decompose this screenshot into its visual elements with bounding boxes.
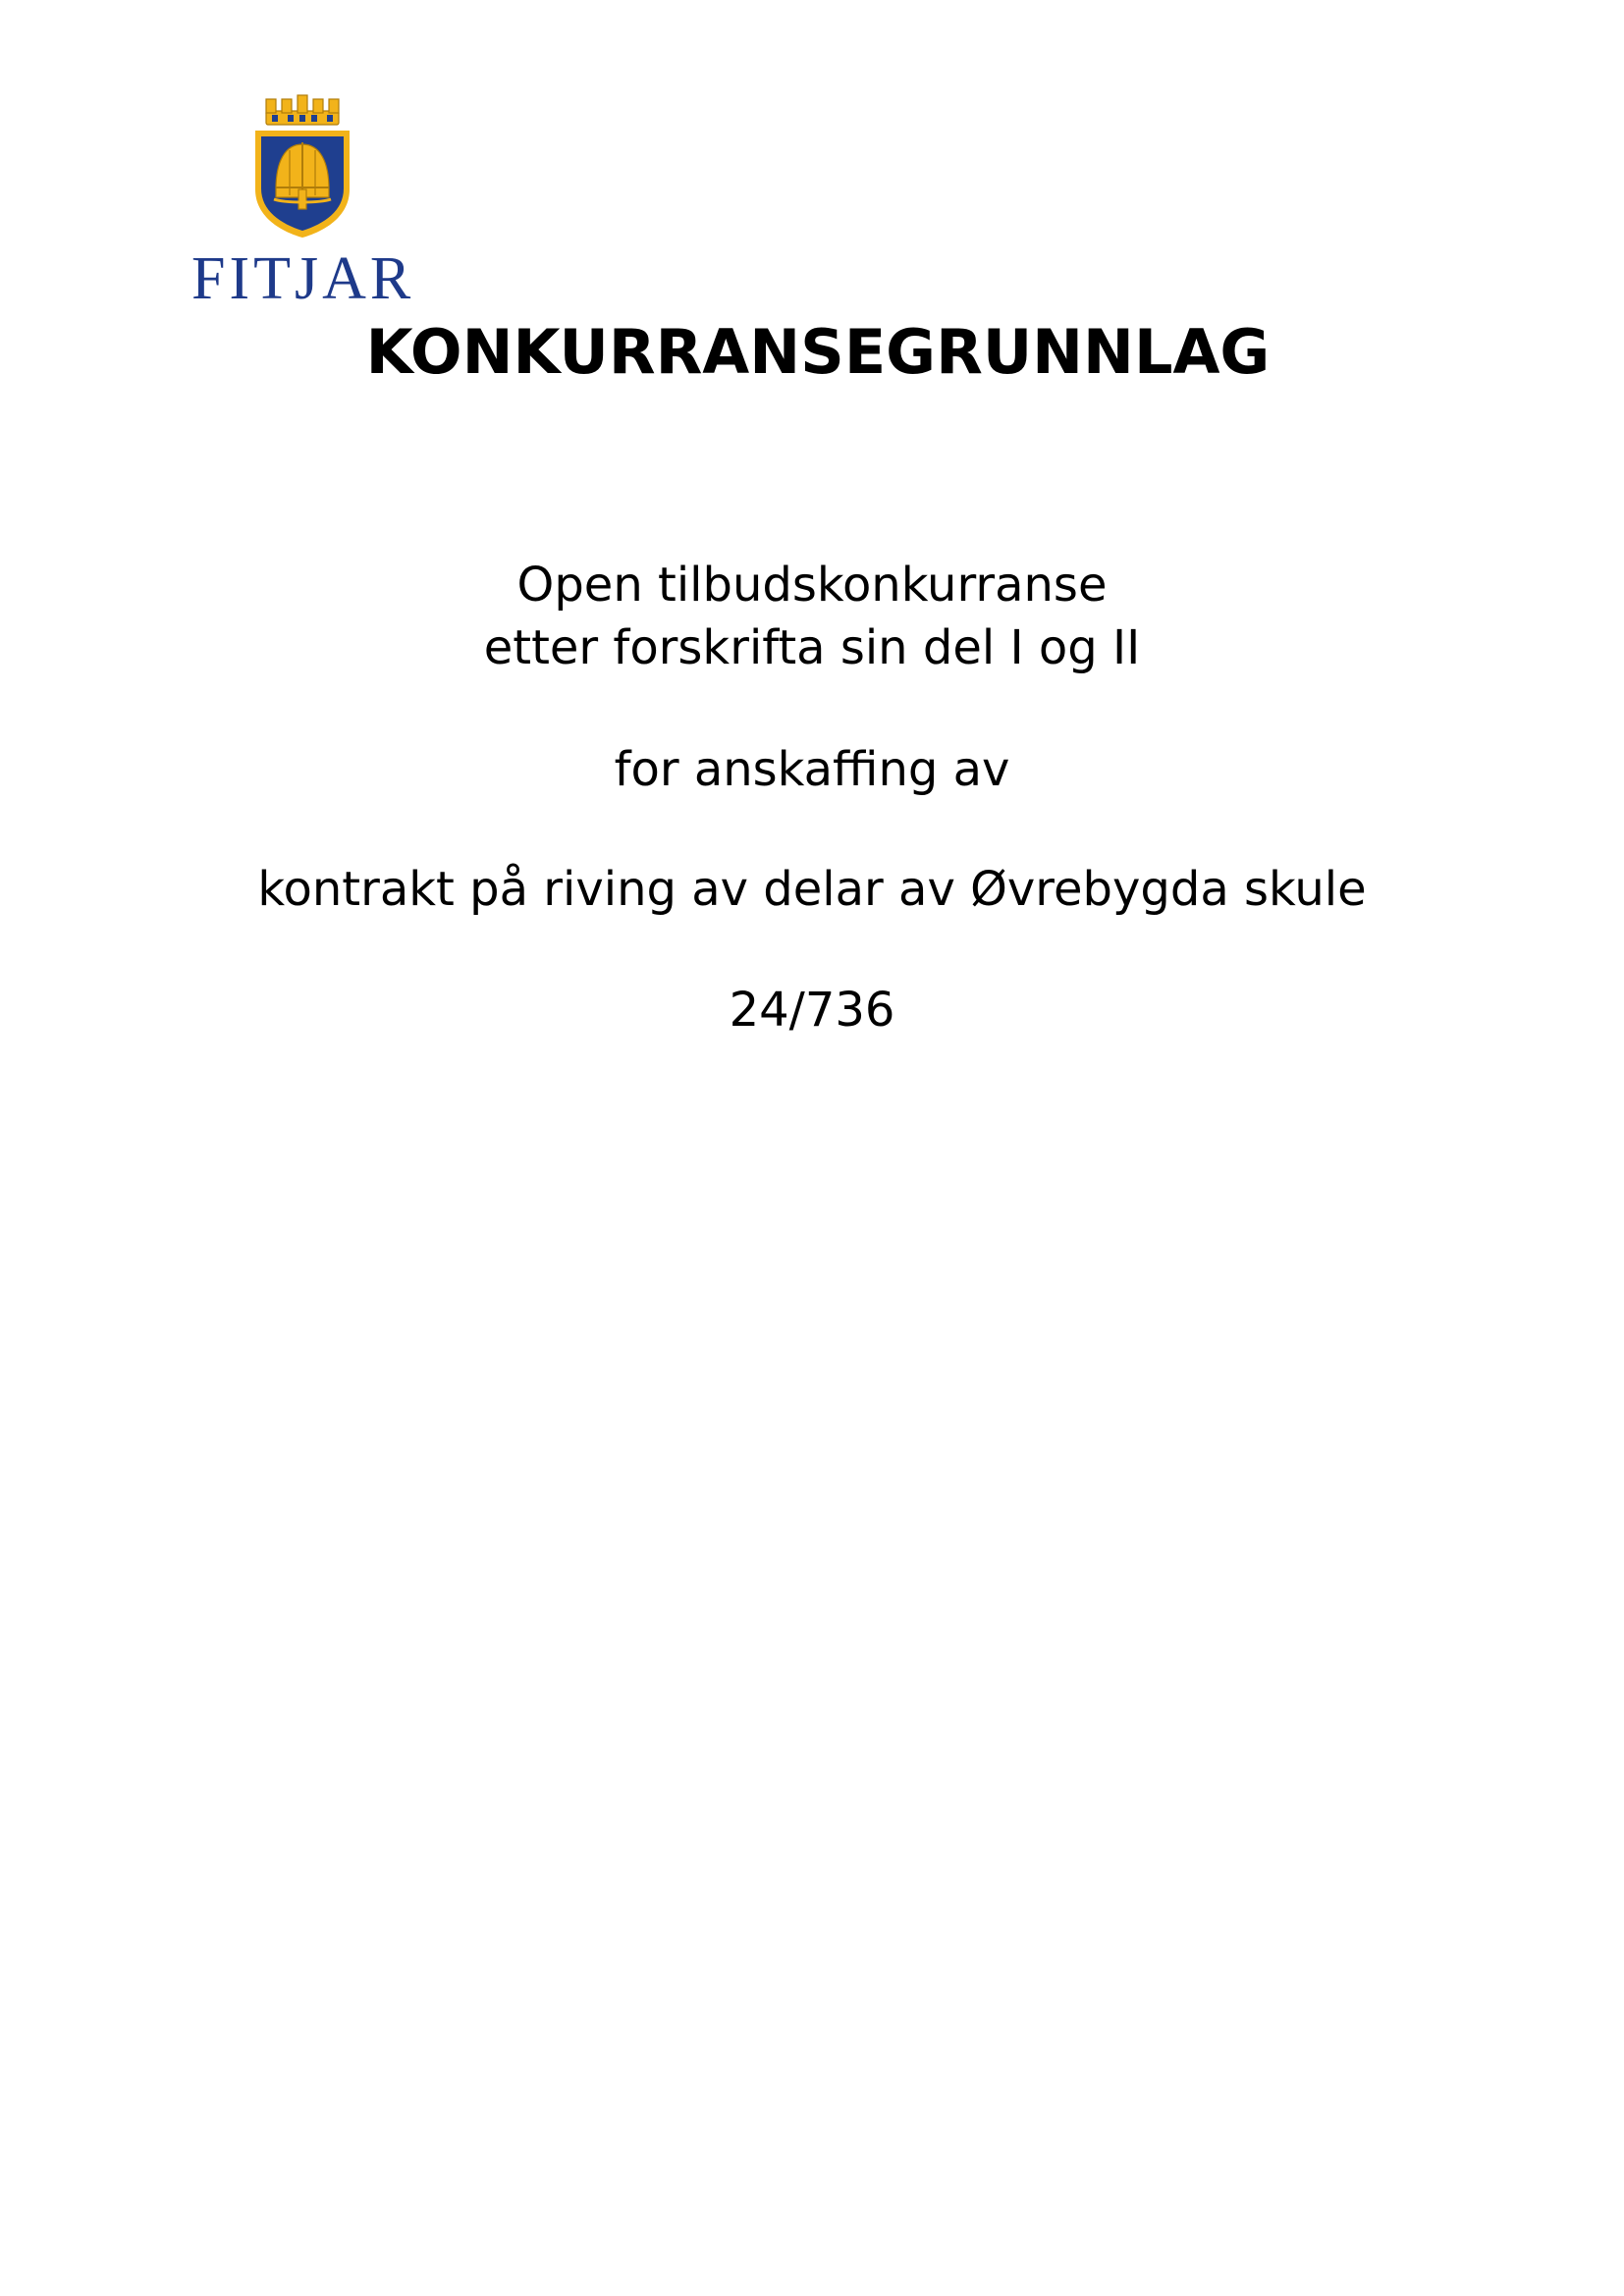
- coat-of-arms-icon: [252, 93, 352, 239]
- procedure-line-2: etter forskrifta sin del I og II: [483, 620, 1141, 675]
- municipality-name: FITJAR: [191, 245, 415, 312]
- municipality-logo: [191, 93, 427, 319]
- procedure-line-1: Open tilbudskonkurranse: [516, 558, 1108, 613]
- purpose-line: for anskaffing av: [614, 742, 1010, 797]
- contract-description: kontrakt på riving av delar av Øvrebygda skule: [257, 862, 1367, 917]
- case-number: 24/736: [729, 983, 895, 1038]
- document-title: KONKURRANSEGRUNNLAG: [365, 316, 1271, 388]
